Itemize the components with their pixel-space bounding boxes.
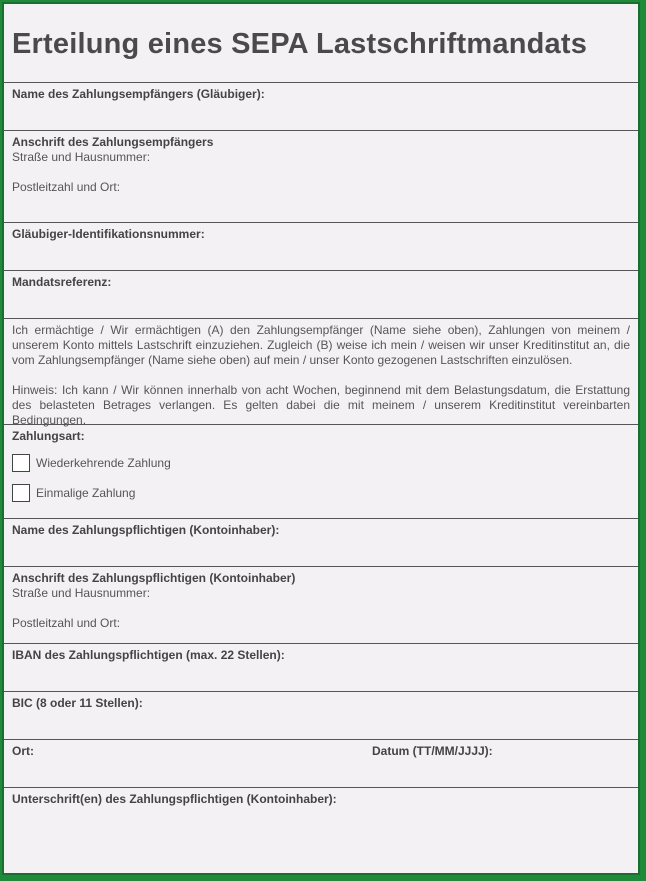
creditor-name-label: Name des Zahlungsempfängers (Gläubiger): [12, 87, 265, 101]
one-time-payment-checkbox[interactable] [12, 484, 30, 502]
creditor-id-label: Gläubiger-Identifikationsnummer: [12, 227, 205, 241]
signature-field[interactable] [4, 787, 638, 871]
signature-label: Unterschrift(en) des Zahlungspflichtigen (Kontoinhaber): [12, 792, 337, 806]
creditor-name-field[interactable] [4, 82, 638, 130]
recurring-payment-checkbox[interactable] [12, 454, 30, 472]
creditor-address-heading: Anschrift des Zahlungsempfängers [12, 135, 214, 149]
mandate-reference-field[interactable] [4, 270, 638, 318]
place-date-row [4, 739, 638, 787]
debtor-street-label: Straße und Hausnummer: [12, 586, 151, 600]
debtor-address-field[interactable] [4, 566, 638, 643]
form-title: Erteilung eines SEPA Lastschriftmandats [12, 28, 588, 60]
bic-field[interactable] [4, 691, 638, 739]
creditor-street-label: Straße und Hausnummer: [12, 150, 151, 164]
creditor-address-field[interactable] [4, 130, 638, 222]
one-time-payment-label: Einmalige Zahlung [36, 485, 136, 500]
payment-type-section [4, 424, 638, 518]
debtor-name-field[interactable] [4, 518, 638, 566]
authorization-text: Ich ermächtige / Wir ermächtigen (A) den Zahlungsempfänger (Name siehe oben), Zahlungen von meinem / unserem Konto mittels Lastschrift einzuziehen. Zugleich (B) weise ich mein / weisen wir unser Kreditinstitut an, die vom Zahlungsempfänger (Name siehe oben) auf mein / unser Konto gezogenen Lastschriften einzulösen. [12, 323, 630, 367]
recurring-payment-label: Wiederkehrende Zahlung [36, 455, 171, 470]
debtor-postal-label: Postleitzahl und Ort: [12, 616, 121, 630]
recurring-payment-option[interactable] [12, 454, 630, 472]
mandate-form [2, 2, 640, 875]
notice-text: Hinweis: Ich kann / Wir können innerhalb von acht Wochen, beginnend mit dem Belastungsdatum, die Erstattung des belasteten Betrages verlangen. Es gelten dabei die mit meinem / unserem Kreditinstitut vereinbarten Bedingungen. [12, 383, 630, 427]
iban-label: IBAN des Zahlungspflichtigen (max. 22 Stellen): [12, 648, 285, 662]
bic-label: BIC (8 oder 11 Stellen): [12, 696, 143, 710]
place-field[interactable]: Ort: [12, 744, 34, 758]
mandate-reference-label: Mandatsreferenz: [12, 275, 112, 289]
creditor-postal-label: Postleitzahl und Ort: [12, 180, 121, 194]
authorization-section [4, 318, 638, 427]
debtor-address-heading: Anschrift des Zahlungspflichtigen (Kontoinhaber) [12, 571, 296, 585]
one-time-payment-option[interactable] [12, 484, 630, 502]
date-field[interactable]: Datum (TT/MM/JJJJ): [372, 744, 493, 758]
debtor-name-label: Name des Zahlungspflichtigen (Kontoinhaber): [12, 523, 280, 537]
payment-type-label: Zahlungsart: [12, 429, 85, 443]
creditor-id-field[interactable] [4, 222, 638, 270]
iban-field[interactable] [4, 643, 638, 691]
